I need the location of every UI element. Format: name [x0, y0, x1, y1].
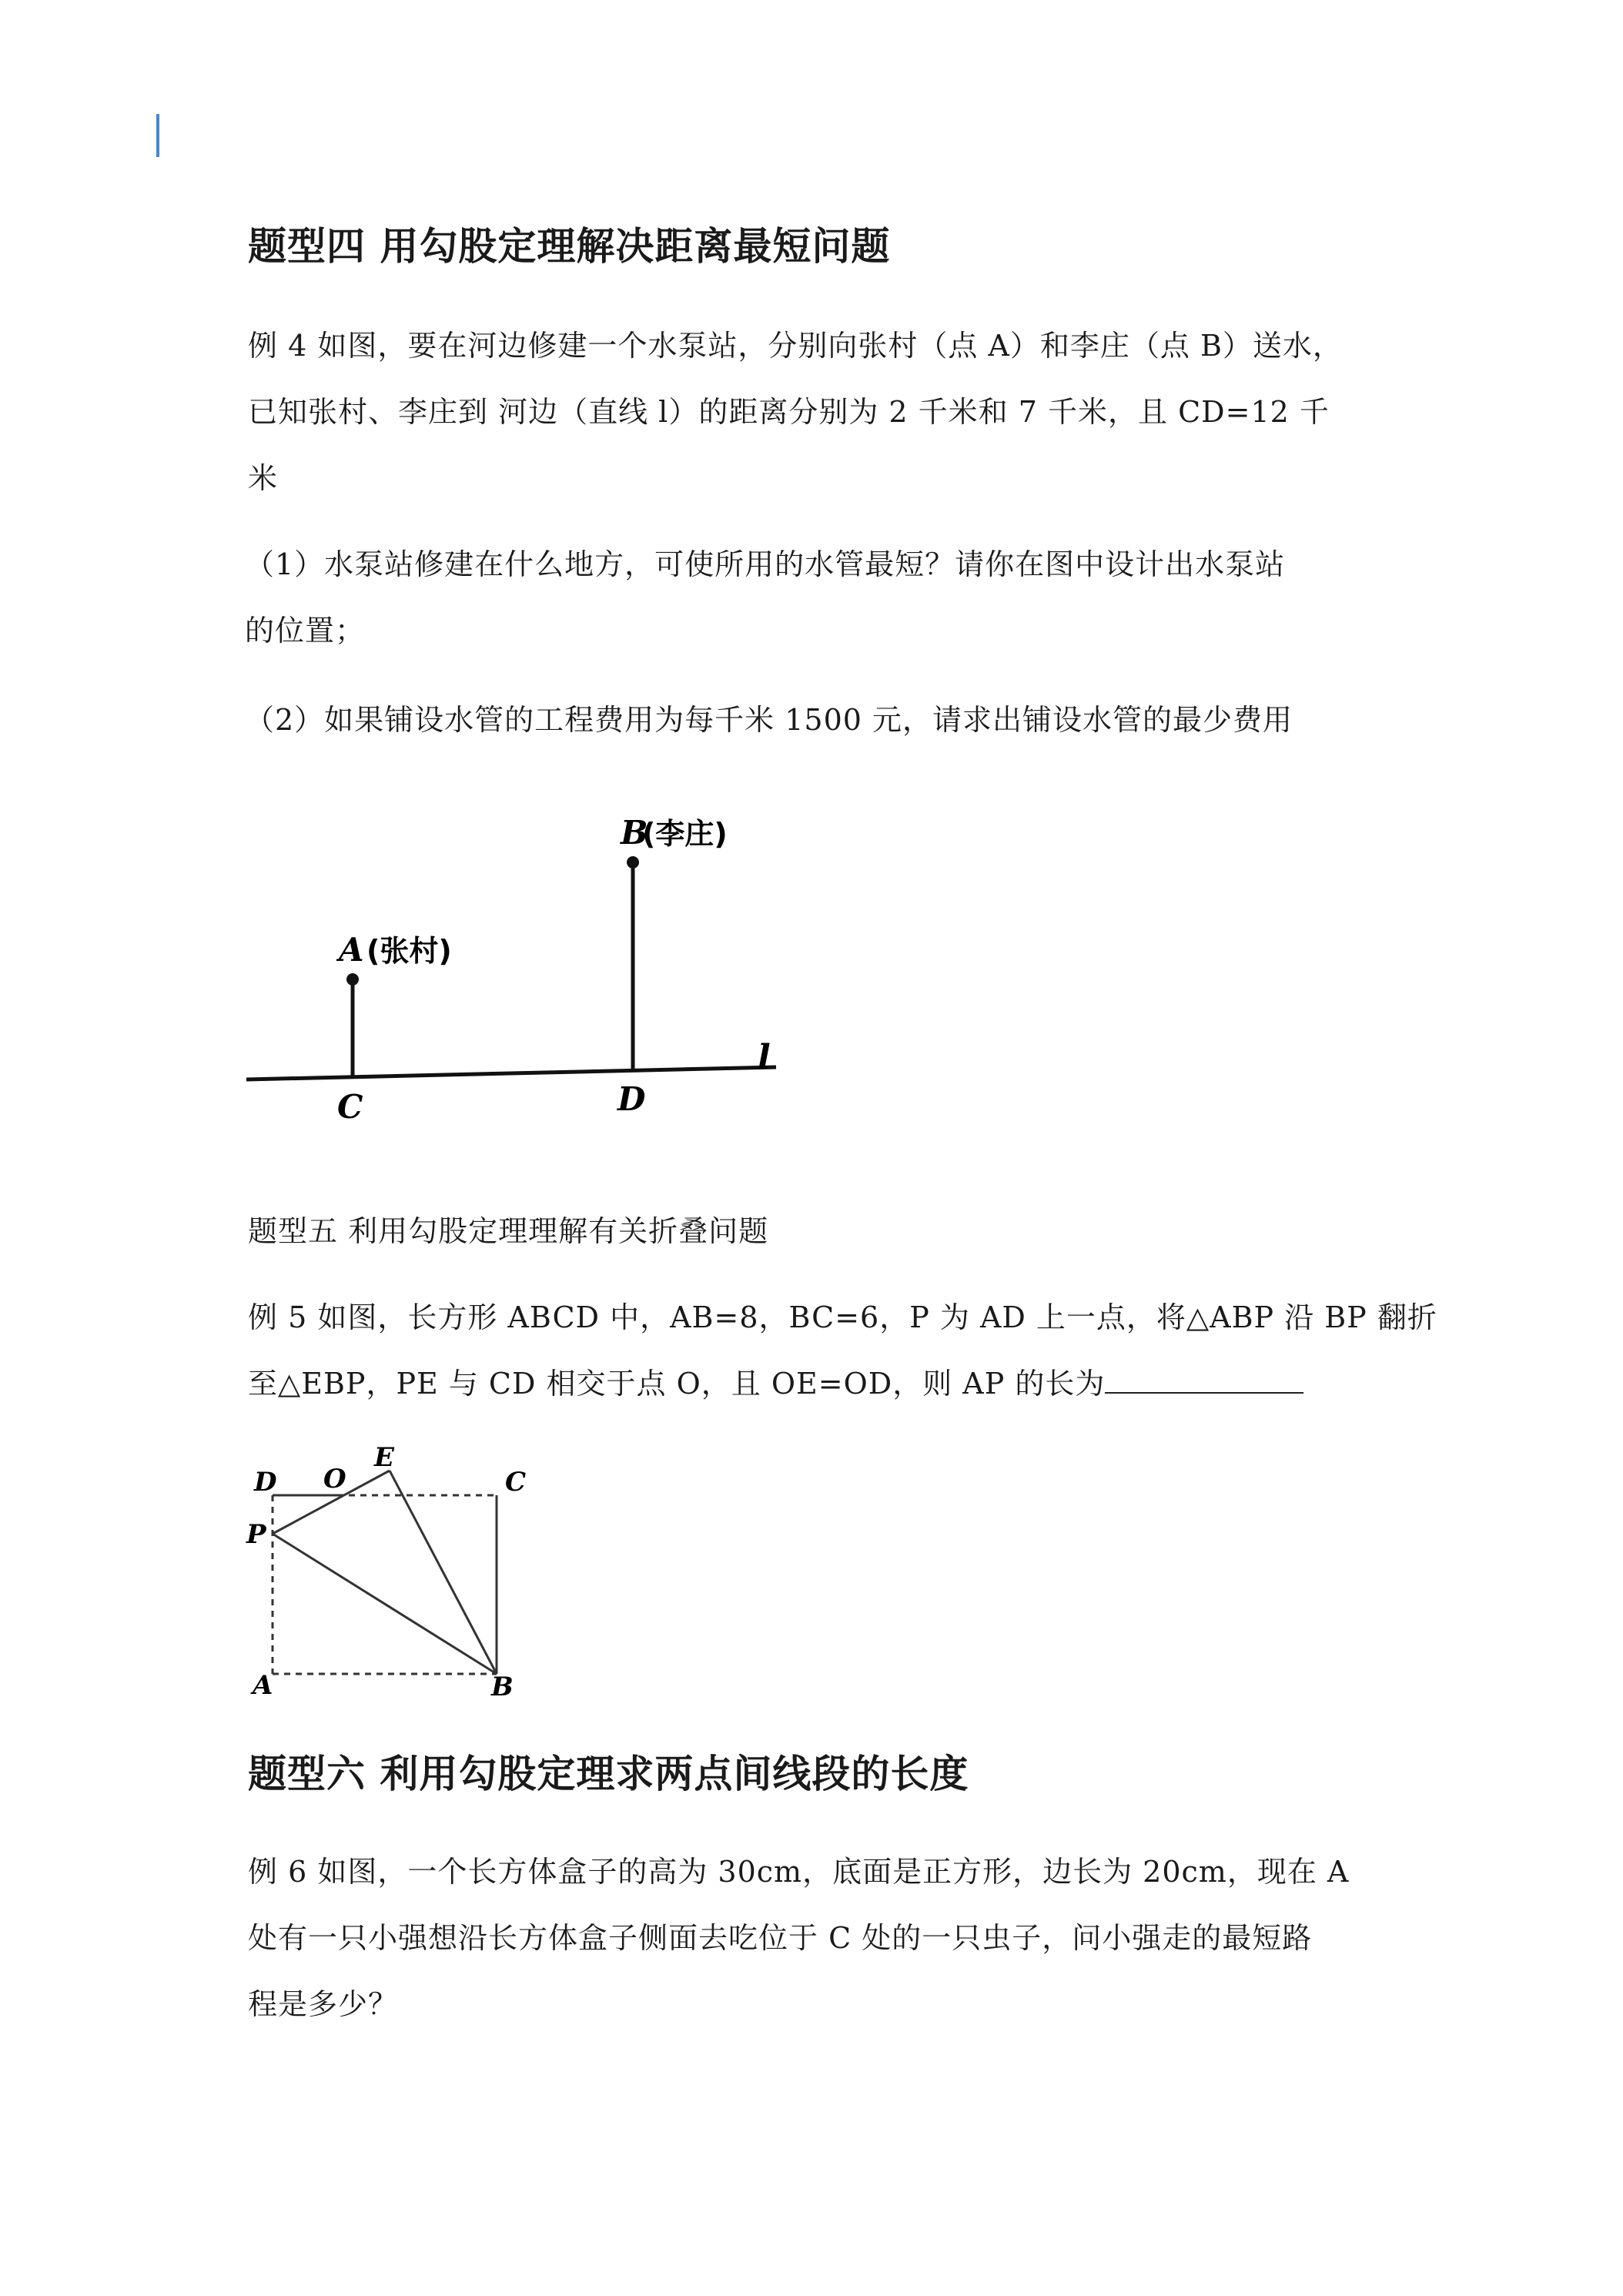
example4-line-3: 米 [248, 461, 279, 495]
example4-text [248, 313, 1343, 511]
label-E: E [374, 1442, 394, 1473]
accent-bar [156, 114, 159, 157]
label-A-text: (张村) [366, 934, 452, 968]
q1-line-1: （1）水泵站修建在什么地方，可使所用的水管最短？请你在图中设计出水泵站 [245, 547, 1286, 581]
section5-title: 题型五 利用勾股定理理解有关折叠问题 [248, 1214, 769, 1248]
segment-EB [390, 1471, 497, 1674]
answer-blank [1105, 1369, 1303, 1394]
section4-title: 题型四 用勾股定理解决距离最短问题 [248, 224, 891, 269]
figure-river-villages [245, 801, 815, 1124]
q1-line-2: 的位置； [245, 614, 366, 648]
example4-line-2: 已知张村、李庄到 河边（直线 l）的距离分别为 2 千米和 7 千米，且 CD=12 千 [248, 395, 1330, 429]
segment-PB [273, 1534, 497, 1674]
label-A: A [253, 1670, 273, 1701]
label-l: l [758, 1038, 771, 1077]
label-D: D [617, 1080, 646, 1118]
example6-line-2: 处有一只小强想沿长方体盒子侧面去吃位于 C 处的一只虫子，问小强走的最短路 [248, 1921, 1313, 1955]
label-O: O [323, 1464, 346, 1494]
label-C: C [505, 1467, 527, 1498]
point-B [627, 856, 639, 869]
example5-line-2 [248, 1350, 1437, 1417]
label-D: D [254, 1467, 277, 1498]
example4-question-2: （2）如果铺设水管的工程费用为每千米 1500 元，请求出铺设水管的最少费用 [245, 703, 1293, 737]
label-P: P [246, 1519, 266, 1550]
label-B: B [621, 814, 648, 852]
example6-line-1: 例 6 如图，一个长方体盒子的高为 30cm，底面是正方形，边长为 20cm，现在 A [248, 1855, 1350, 1889]
label-A: A [339, 931, 364, 969]
label-B-text: (李庄) [642, 817, 728, 851]
label-B: B [491, 1672, 514, 1702]
line-l [246, 1067, 776, 1079]
example5-line-2-text: 至△EBP，PE 与 CD 相交于点 O，且 OE=OD，则 AP 的长为 [248, 1367, 1106, 1401]
section6-title: 题型六 利用勾股定理求两点间线段的长度 [248, 1752, 969, 1796]
example4-line-1: 例 4 如图，要在河边修建一个水泵站，分别向张村（点 A）和李庄（点 B）送水， [248, 329, 1343, 363]
label-C: C [337, 1088, 363, 1126]
example5-line-1: 例 5 如图，长方形 ABCD 中，AB=8，BC=6，P 为 AD 上一点，将△ABP 沿 BP 翻折 [248, 1300, 1437, 1334]
example6-text [248, 1839, 1349, 2037]
point-A [346, 973, 359, 986]
figure-folded-rectangle [245, 1432, 537, 1702]
example6-line-3: 程是多少？ [248, 1987, 399, 2021]
example5-text [248, 1284, 1437, 1417]
example4-question-1 [245, 531, 1285, 664]
